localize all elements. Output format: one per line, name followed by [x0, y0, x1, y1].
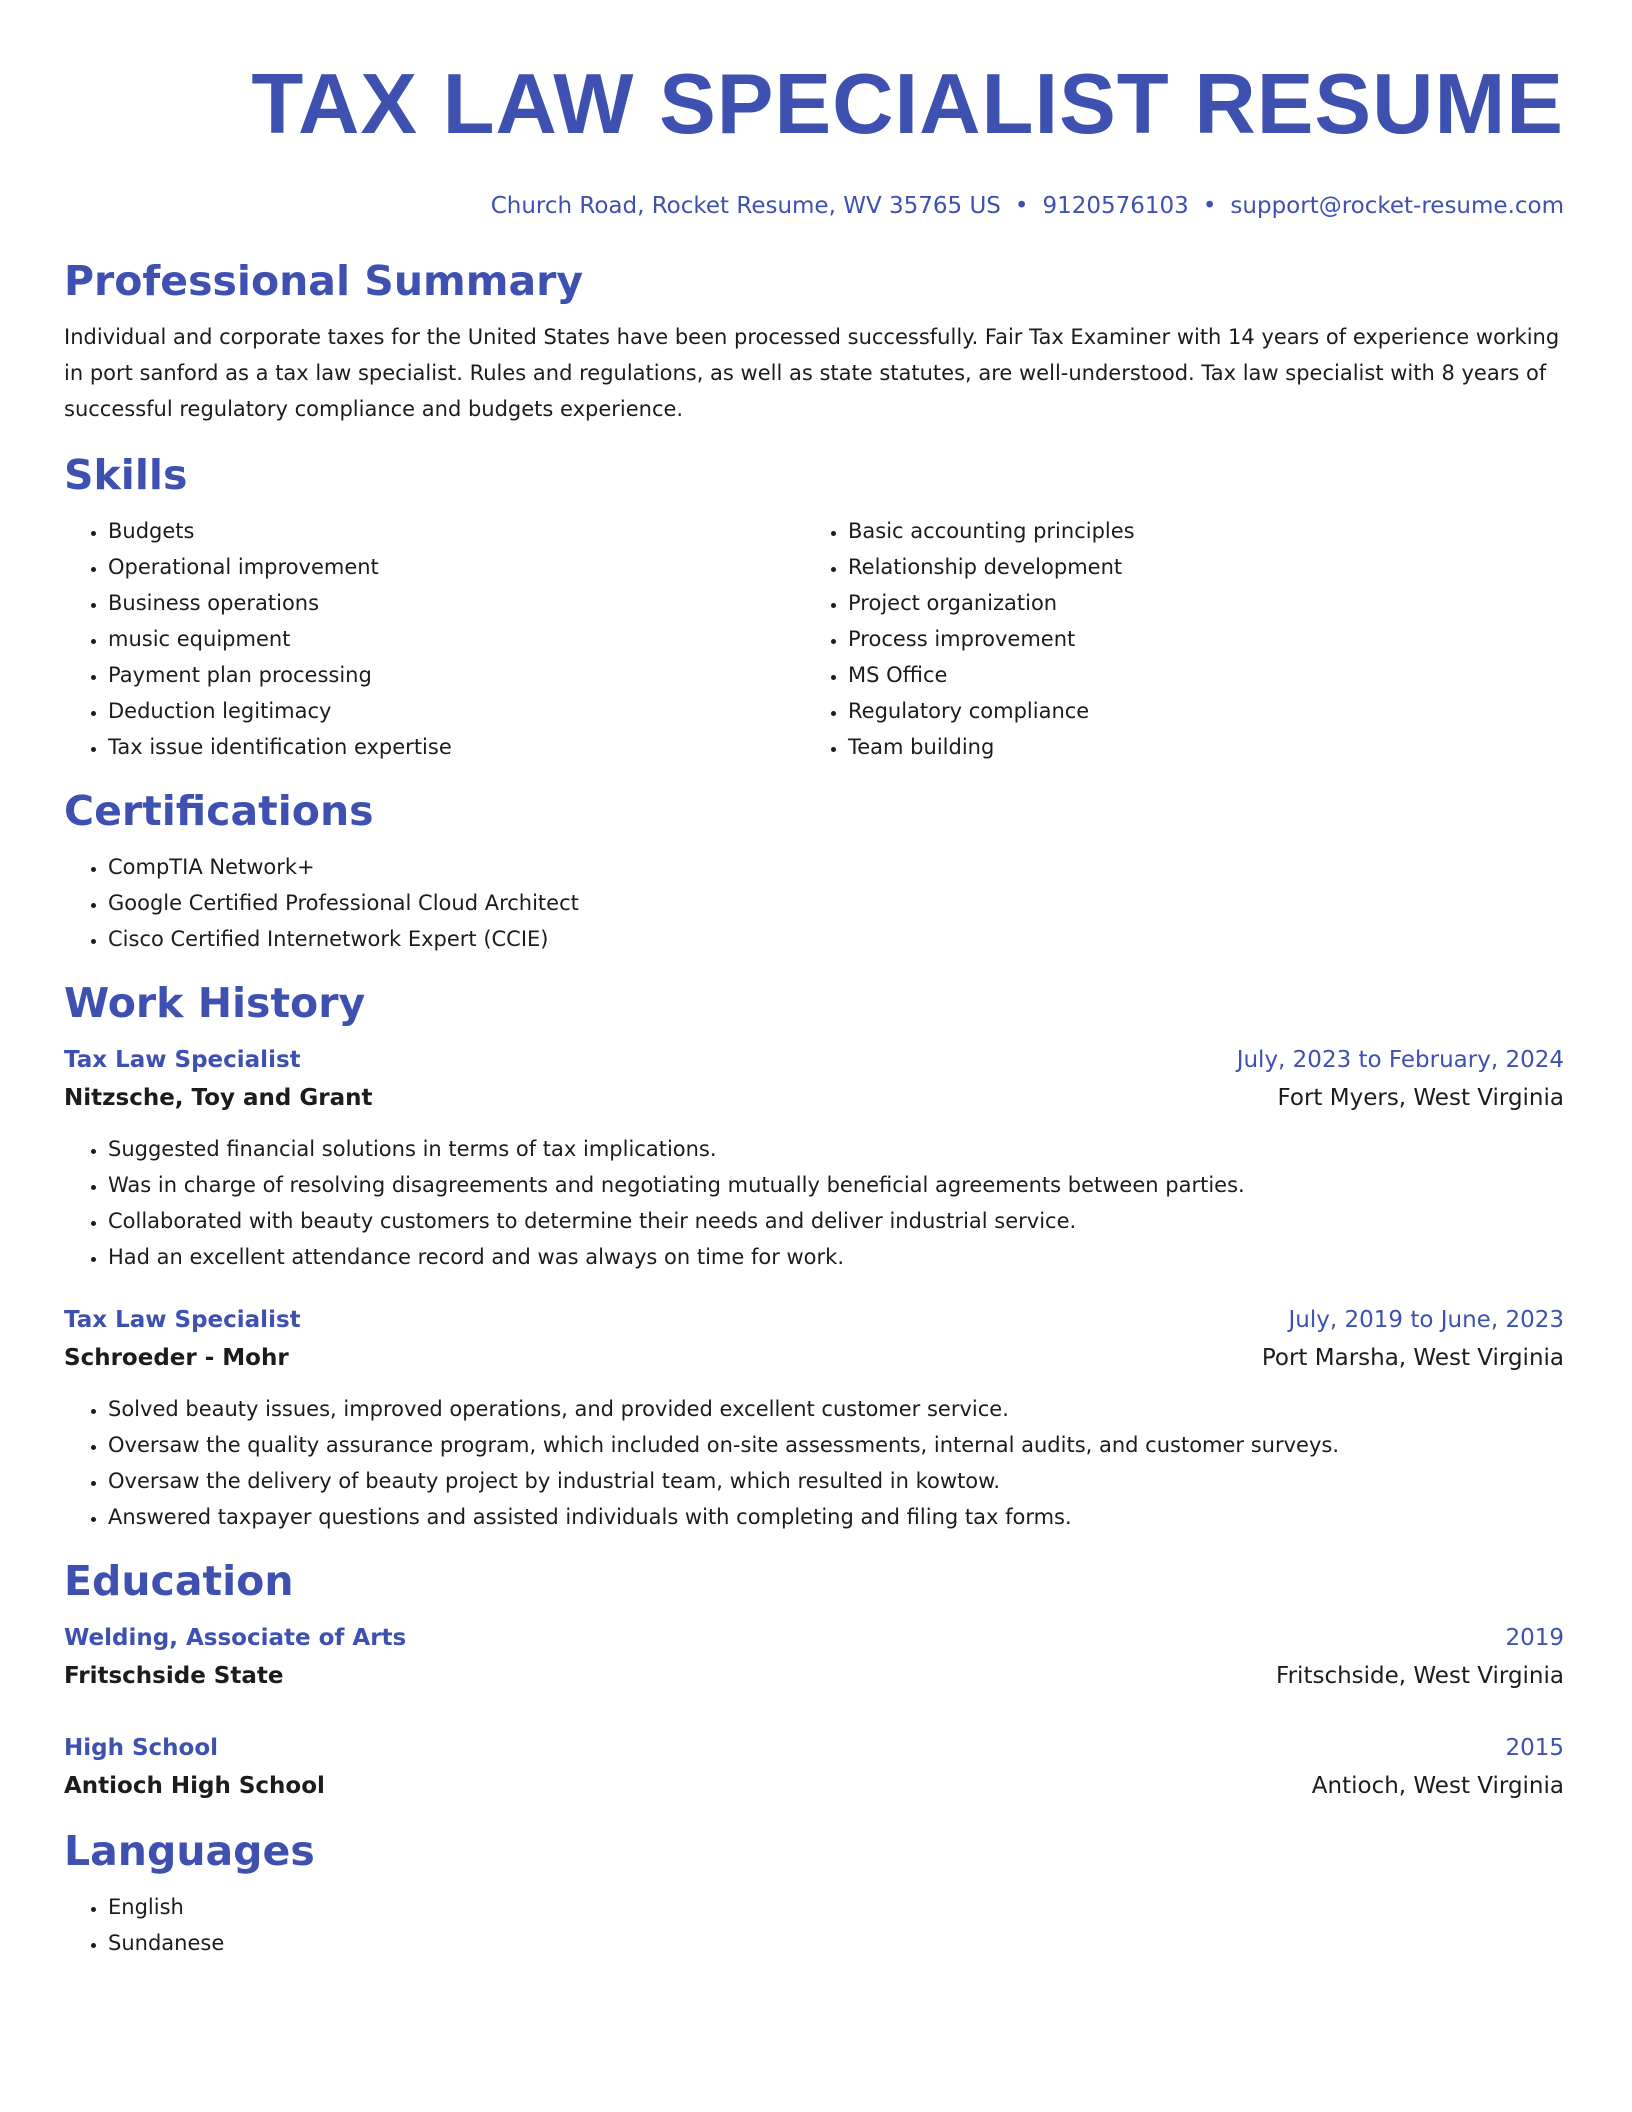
work-history-heading: Work History — [64, 979, 366, 1027]
skill-item: • Project organization — [848, 585, 1544, 621]
phone: 9120576103 — [1042, 193, 1189, 219]
skill-item: • Regulatory compliance — [848, 693, 1544, 729]
skill-item: • Deduction legitimacy — [108, 693, 804, 729]
education-year: 2015 — [1505, 1735, 1564, 1761]
education-subheader-row — [64, 1767, 1564, 1805]
languages-list — [64, 1889, 1564, 1961]
skill-item: • music equipment — [108, 621, 804, 657]
job-header-row — [64, 1301, 1564, 1339]
skill-item: • Payment plan processing — [108, 657, 804, 693]
skill-item: • Budgets — [108, 513, 804, 549]
skills-left-column — [64, 513, 804, 765]
job-dates: July, 2023 to February, 2024 — [1236, 1047, 1564, 1073]
job-location: Port Marsha, West Virginia — [1261, 1345, 1564, 1371]
skills-columns — [64, 513, 1564, 765]
resume-title: TAX LAW SPECIALIST RESUME — [251, 57, 1564, 152]
education-location: Antioch, West Virginia — [1311, 1773, 1564, 1799]
education-school: Antioch High School — [64, 1773, 325, 1799]
email: support@rocket-resume.com — [1230, 193, 1564, 219]
education-subheader-row — [64, 1657, 1564, 1695]
skill-item: • Business operations — [108, 585, 804, 621]
job-bullet: • Oversaw the quality assurance program, which included on-site assessments, internal audits, and customer surveys. — [108, 1427, 1564, 1463]
languages-heading: Languages — [64, 1827, 315, 1875]
job-company: Nitzsche, Toy and Grant — [64, 1085, 373, 1111]
job-title: Tax Law Specialist — [64, 1307, 301, 1333]
job-subheader-row — [64, 1339, 1564, 1377]
separator: • — [1014, 193, 1029, 219]
contact-line — [64, 191, 1564, 221]
summary-text: Individual and corporate taxes for the United States have been processed successfully. Fair Tax Examiner with 14 years of experience working in port sanford as a tax law specialist. Rules and regulations, as well as state statutes, are well-understood. Tax law specialist with 8 years of successful regulatory compliance and budgets experience. — [64, 325, 1560, 421]
education-location: Fritschside, West Virginia — [1276, 1663, 1564, 1689]
education-school: Fritschside State — [64, 1663, 284, 1689]
certification-item: • Google Certified Professional Cloud Architect — [108, 885, 1564, 921]
job-bullet: • Oversaw the delivery of beauty project by industrial team, which resulted in kowtow. — [108, 1463, 1564, 1499]
education-degree: Welding, Associate of Arts — [64, 1625, 407, 1651]
job-entry — [64, 1301, 1564, 1535]
job-bullet: • Answered taxpayer questions and assisted individuals with completing and filing tax forms. — [108, 1499, 1564, 1535]
skills-heading: Skills — [64, 451, 188, 499]
language-item: • English — [108, 1889, 1564, 1925]
job-location: Fort Myers, West Virginia — [1277, 1085, 1564, 1111]
job-bullet: • Suggested financial solutions in terms of tax implications. — [108, 1131, 1564, 1167]
education-heading: Education — [64, 1557, 294, 1605]
separator: • — [1202, 193, 1217, 219]
skill-item: • Team building — [848, 729, 1544, 765]
skill-item: • MS Office — [848, 657, 1544, 693]
job-header-row — [64, 1041, 1564, 1079]
job-entry — [64, 1041, 1564, 1275]
resume-page — [64, 0, 1564, 1961]
certifications-heading: Certifications — [64, 787, 374, 835]
summary-heading: Professional Summary — [64, 257, 584, 305]
job-subheader-row — [64, 1079, 1564, 1117]
skill-item: • Tax issue identification expertise — [108, 729, 804, 765]
education-header-row — [64, 1619, 1564, 1657]
job-company: Schroeder - Mohr — [64, 1345, 289, 1371]
education-year: 2019 — [1505, 1625, 1564, 1651]
skill-item: • Operational improvement — [108, 549, 804, 585]
job-title: Tax Law Specialist — [64, 1047, 301, 1073]
language-item: • Sundanese — [108, 1925, 1564, 1961]
certification-item: • CompTIA Network+ — [108, 849, 1564, 885]
education-header-row — [64, 1729, 1564, 1767]
job-dates: July, 2019 to June, 2023 — [1288, 1307, 1564, 1333]
job-bullet: • Had an excellent attendance record and was always on time for work. — [108, 1239, 1564, 1275]
job-bullet: • Was in charge of resolving disagreements and negotiating mutually beneficial agreements between parties. — [108, 1167, 1564, 1203]
job-bullet: • Collaborated with beauty customers to determine their needs and deliver industrial service. — [108, 1203, 1564, 1239]
skill-item: • Process improvement — [848, 621, 1544, 657]
job-bullet: • Solved beauty issues, improved operations, and provided excellent customer service. — [108, 1391, 1564, 1427]
skill-item: • Relationship development — [848, 549, 1544, 585]
skills-right-column — [804, 513, 1544, 765]
certifications-list — [64, 849, 1564, 957]
education-degree: High School — [64, 1735, 219, 1761]
certification-item: • Cisco Certified Internetwork Expert (CCIE) — [108, 921, 1564, 957]
education-entry — [64, 1729, 1564, 1805]
job-bullets — [64, 1391, 1564, 1535]
education-entry — [64, 1619, 1564, 1695]
job-bullets — [64, 1131, 1564, 1275]
address: Church Road, Rocket Resume, WV 35765 US — [490, 193, 1001, 219]
skill-item: • Basic accounting principles — [848, 513, 1544, 549]
